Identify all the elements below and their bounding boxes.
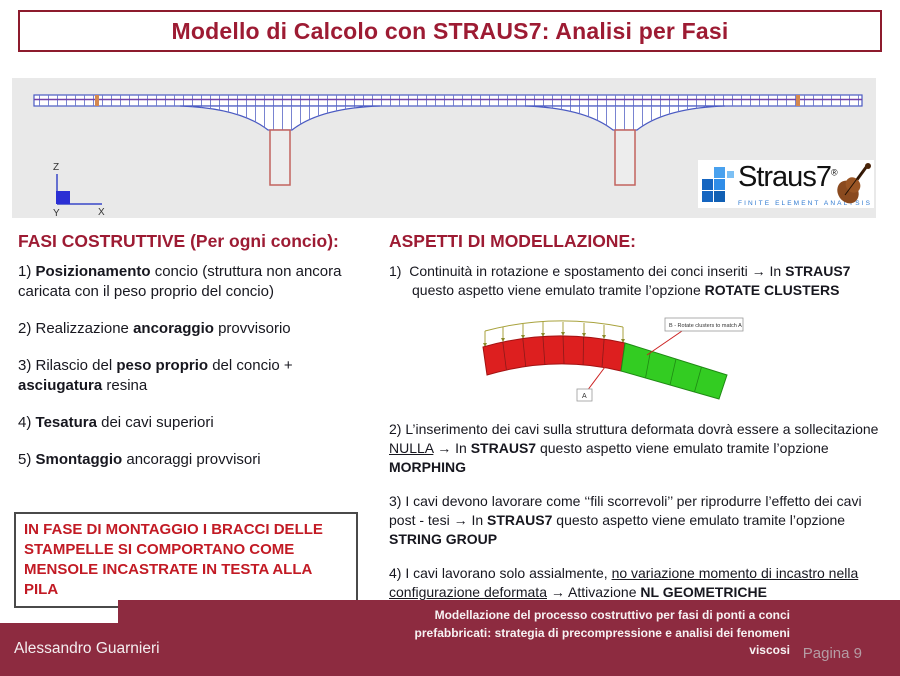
aspect-item-1: 1) Continuità in rotazione e spostamento dei conci inseriti → In STRAUS7 questo aspetto viene emulato tramite l’opzione ROTATE CLUSTERS <box>389 263 851 298</box>
modeling-aspects-section <box>389 231 889 617</box>
straus7-logo <box>698 160 874 208</box>
callout-a-leader <box>587 367 605 391</box>
footer-title-line-3: viscosi <box>749 643 790 657</box>
deck-marker-right <box>796 95 800 106</box>
green-clusters <box>621 343 727 399</box>
straus7-name: Straus7 <box>738 161 831 194</box>
footer-title-line-2: prefabbricati: strategia di precompressione e analisi dei fenomeni <box>414 625 790 640</box>
title-box <box>18 10 882 52</box>
registered-mark: ® <box>830 167 837 178</box>
phase-item-4: 4) Tesatura dei cavi superiori <box>18 414 214 431</box>
straus7-squares-icon <box>702 165 736 203</box>
callout-a-label: A <box>582 393 587 400</box>
aspect-item-3: 3) I cavi devono lavorare come ‘‘fili scorrevoli’’ per riprodurre l’effetto dei cavi post - tesi → In STRAUS7 questo aspetto viene emulato tramite l’opzione STRING GROUP <box>389 493 862 547</box>
page-title: Modello di Calcolo con STRAUS7: Analisi per Fasi <box>171 17 729 44</box>
axis-triad-icon <box>53 162 105 218</box>
bridge-model-figure <box>12 78 876 218</box>
footer-thesis-title <box>310 607 790 660</box>
pier-left <box>270 130 290 185</box>
phase-item-3: 3) Rilascio del peso proprio del concio + asciugatura resina <box>18 357 293 394</box>
warning-line-3: MENSOLE INCASTRATE IN TESTA ALLA PILA <box>24 561 312 598</box>
construction-phases-section <box>18 231 372 487</box>
warning-line-1: IN FASE DI MONTAGGIO I BRACCI DELLE <box>24 521 323 538</box>
axis-label-z: Z <box>53 162 60 173</box>
footer-author: Alessandro Guarnieri <box>14 640 160 657</box>
warning-box <box>14 512 358 608</box>
violin-icon <box>834 162 874 206</box>
phase-item-5: 5) Smontaggio ancoraggi provvisori <box>18 451 261 468</box>
left-heading: FASI COSTRUTTIVE (Per ogni concio): <box>18 231 339 251</box>
footer-title-line-1: Modellazione del processo costruttivo per fasi di ponti a conci <box>434 608 790 622</box>
right-heading: ASPETTI DI MODELLAZIONE: <box>389 231 636 251</box>
bridge-deck-segments <box>34 95 862 106</box>
axis-label-x: X <box>98 207 105 218</box>
callout-b-label: B - Rotate clusters to match A <box>669 323 742 329</box>
rotate-clusters-figure <box>477 313 745 407</box>
straus7-subtitle: FINITE ELEMENT ANALYSIS <box>738 200 873 208</box>
aspect-item-2: 2) L’inserimento dei cavi sulla struttura deformata dovrà essere a sollecitazione NULLA → In STRAUS7 questo aspetto viene emulato tramite l’opzione MORPHING <box>389 421 879 475</box>
pier-right <box>615 130 635 185</box>
axis-label-y: Y <box>53 208 60 218</box>
haunch-right-segments <box>525 106 725 130</box>
phase-item-2: 2) Realizzazione ancoraggio provvisorio <box>18 320 291 337</box>
deck-marker-left <box>95 95 99 106</box>
warning-line-2: STAMPELLE SI COMPORTANO COME <box>24 541 295 558</box>
callout-b-leader <box>647 331 682 355</box>
haunch-left-segments <box>180 106 380 130</box>
page-number: Pagina 9 <box>802 645 862 662</box>
aspect-item-4: 4) I cavi lavorano solo assialmente, no variazione momento di incastro nella configurazione deformata → Attivazione NL GEOMETRICHE <box>389 565 859 600</box>
phase-item-1: 1) Posizionamento concio (struttura non ancora caricata con il peso proprio del concio) <box>18 263 342 300</box>
